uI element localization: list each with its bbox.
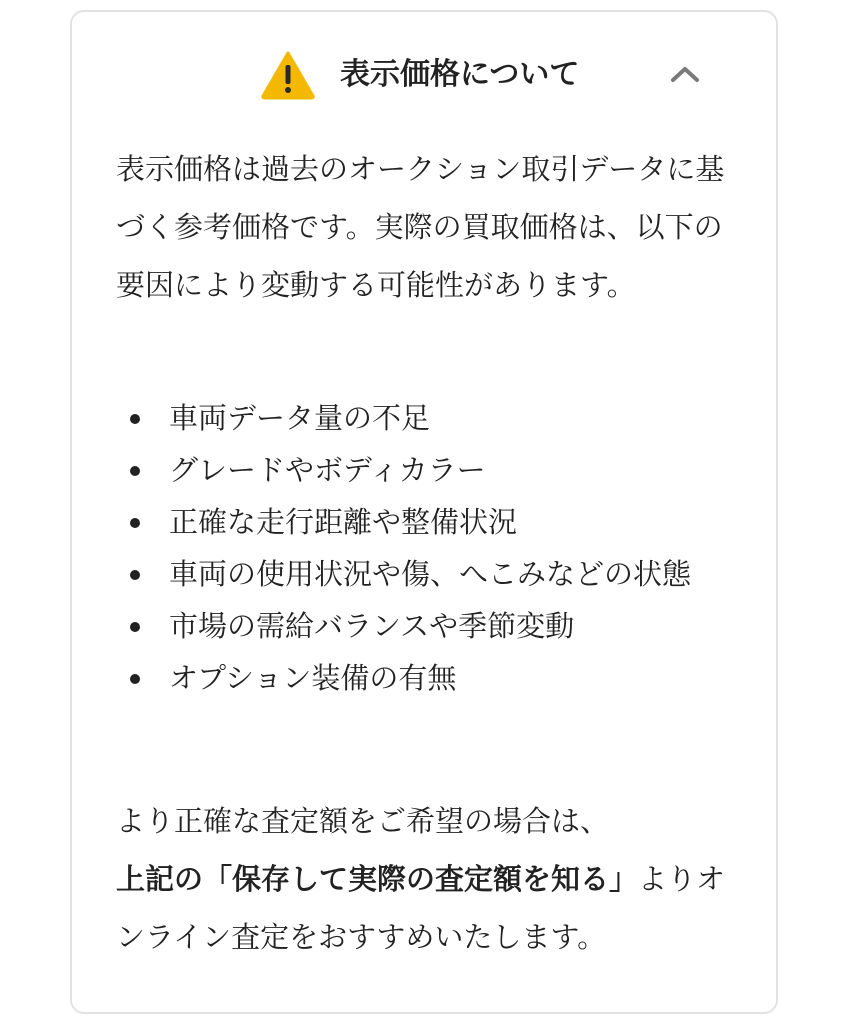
list-item-label: グレードやボディカラー [169,453,486,487]
list-item-label: 市場の需給バランスや季節変動 [169,609,575,643]
warning-triangle-icon [260,50,316,100]
list-item [116,548,729,600]
list-item-label: 車両データ量の不足 [169,401,431,435]
list-item [116,600,729,652]
bullet-icon [130,518,140,528]
bullet-icon [130,622,140,632]
chevron-up-icon[interactable] [668,62,702,86]
panel-header[interactable] [72,12,776,122]
intro-text: 表示価格は過去のオークション取引データに基づく参考価格です。実際の買取価格は、以下の要因により変動する可能性があります。 [116,152,725,302]
outro-text [116,792,736,966]
list-item [116,496,729,548]
bullet-icon [130,414,140,424]
bullet-icon [130,466,140,476]
list-item-label: 車両の使用状況や傷、へこみなどの状態 [169,557,692,591]
bullet-icon [130,570,140,580]
outro-suffix: よりオンライン査定をおすすめいたします。 [116,862,726,954]
panel-title: 表示価格について [340,57,580,92]
reason-list [116,392,746,704]
outro-prefix: より正確な査定額をご希望の場合は、 [116,804,610,838]
outro-emphasis: 上記の「保存して実際の査定額を知る」 [116,862,639,896]
price-info-panel [70,10,778,1014]
list-item [116,392,729,444]
list-item [116,444,729,496]
bullet-icon [130,674,140,684]
list-item-label: 正確な走行距離や整備状況 [169,505,518,539]
list-item-label: オプション装備の有無 [169,661,457,695]
panel-content [116,140,746,966]
list-item [116,652,729,704]
